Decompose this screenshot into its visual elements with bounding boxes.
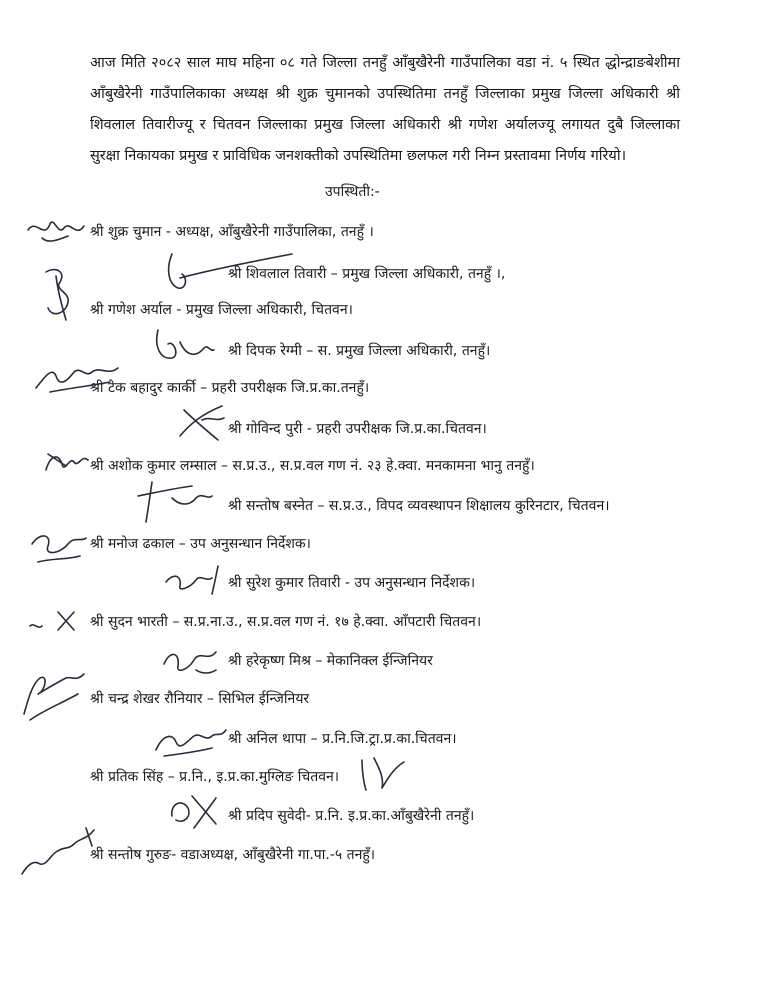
signature-mark	[354, 748, 410, 794]
attendee-row: श्री प्रदिप सुवेदी- प्र.नि. इ.प्र.का.आँबुखैरेनी तनहुँ।	[228, 808, 475, 824]
attendee-row: श्री सुरेश कुमार तिवारी - उप अनुसन्धान निर्देशक।	[228, 575, 476, 591]
signature-mark	[160, 248, 300, 298]
attendee-row: श्री अनिल थापा – प्र.नि.जि.ट्रा.प्र.का.चितवन।	[228, 731, 457, 747]
attendee-row: श्री प्रतिक सिंह – प्र.नि., इ.प्र.का.मुग्लिङ चितवन।	[90, 769, 340, 785]
attendee-row: श्री टेक बहादुर कार्की – प्रहरी उपरीक्षक जि.प्र.का.तनहुँ।	[90, 380, 370, 396]
signature-mark	[132, 476, 216, 526]
signature-mark	[14, 820, 104, 880]
signature-mark	[24, 524, 90, 570]
signature-mark	[150, 322, 218, 366]
signature-mark	[172, 400, 232, 444]
intro-paragraph: आज मिति २०८२ साल माघ महिना ०८ गते जिल्ला तनहुँ आँबुखैरेनी गाउँपालिका वडा नं. ५ स्थित द्धोन्द्राङबेशीमा आँबुखैरेनी गाउँपालिकाका अध्यक्ष श्री शुक्र चुमानको उपस्थितिमा तनहुँ जिल्लाका प्रमुख जिल्ला अधिकारी श्री शिवलाल तिवारीज्यू र चितवन जिल्लाका प्रमुख जिल्ला अधिकारी श्री गणेश अर्यालज्यू लगायत दुबै जिल्लाका सुरक्षा निकायका प्रमुख र प्राविधिक जनशक्तीको उपस्थितिमा छलफल गरी निम्न प्रस्तावमा निर्णय गरियो।	[90, 55, 680, 164]
signature-mark	[150, 720, 230, 762]
attendee-row: श्री सुदन भारती – स.प्र.ना.उ., स.प्र.वल गण नं. १७ हे.क्वा. आँपटारी चितवन।	[90, 614, 482, 630]
signature-mark	[24, 210, 90, 250]
attendance-heading: उपस्थिती:-	[325, 184, 380, 200]
attendee-row: श्री दिपक रेग्मी – स. प्रमुख जिल्ला अधिकारी, तनहुँ।	[228, 343, 491, 359]
attendee-row: श्री शिवलाल तिवारी – प्रमुख जिल्ला अधिकारी, तनहुँ ।,	[228, 266, 506, 282]
attendee-row: श्री हरेकृष्ण मिश्र – मेकानिक्ल ईन्जिनियर	[228, 653, 433, 669]
signature-mark	[30, 358, 122, 398]
attendee-row: श्री शुक्र चुमान - अध्यक्ष, आँबुखैरेनी गाउँपालिका, तनहुँ ।	[90, 224, 374, 240]
signature-mark	[156, 640, 222, 680]
attendee-row: श्री सन्तोष गुरुङ- वडाअध्यक्ष, आँबुखैरेनी गा.पा.-५ तनहुँ।	[90, 847, 376, 863]
signature-mark	[160, 562, 226, 598]
attendee-row: श्री गणेश अर्याल - प्रमुख जिल्ला अधिकारी, चितवन।	[90, 302, 353, 318]
attendee-row: श्री चन्द्र शेखर रौनियार – सिभिल ईन्जिनियर	[90, 691, 310, 707]
signature-mark	[14, 664, 88, 724]
attendee-row: श्री गोविन्द पुरी - प्रहरी उपरीक्षक जि.प्र.का.चितवन।	[228, 421, 487, 437]
signature-mark	[24, 604, 84, 638]
signature-mark	[40, 444, 92, 480]
attendee-row: श्री सन्तोष बस्नेत – स.प्र.उ., विपद व्यवस्थापन शिक्षालय कुरिनटार, चितवन।	[228, 498, 610, 514]
attendee-row: श्री अशोक कुमार लम्साल – स.प्र.उ., स.प्र.वल गण नं. २३ हे.क्वा. मनकामना भानु तनहुँ।	[90, 458, 535, 474]
signature-mark	[162, 788, 226, 834]
attendee-row: श्री मनोज ढकाल – उप अनुसन्धान निर्देशक।	[90, 536, 311, 552]
signature-mark	[36, 262, 92, 324]
